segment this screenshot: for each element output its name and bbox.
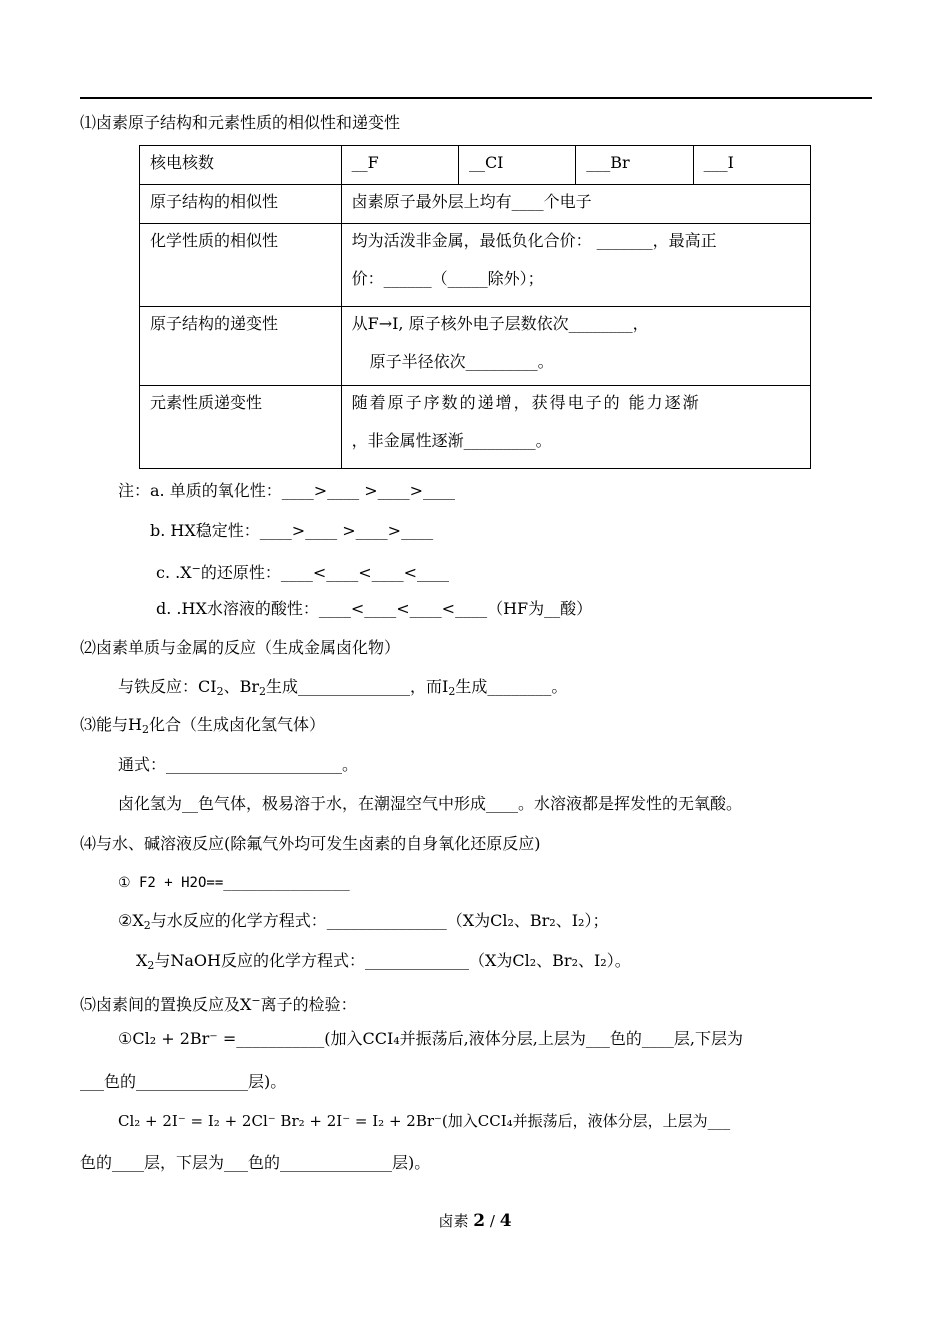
table-cell <box>341 307 810 386</box>
table-row <box>140 185 811 224</box>
section3-title: ⑶能与$H_2$化合（生成卤化氢气体） <box>80 715 325 736</box>
table-cell: ___Br <box>576 146 693 185</box>
note-a: 注：a. 单质的氧化性：____>____ >____>____ <box>118 481 456 500</box>
table-row <box>140 146 811 185</box>
section2-title: ⑵卤素单质与金属的反应（生成金属卤化物） <box>80 638 401 657</box>
cell-line: 原子半径依次_________。 <box>369 352 554 371</box>
section4-line2: $②X_2$与水反应的化学方程式：_______________（X为Cl₂、Br₂、I₂）； <box>118 911 609 932</box>
table-cell: 化学性质的相似性 <box>140 224 342 307</box>
footer-separator: / <box>489 1212 495 1230</box>
section5-line3: Cl₂ + 2I⁻ = I₂ + 2Cl⁻ Br₂ + 2I⁻ = I₂ + 2Br⁻(加入CCI₄并振荡后，液体分层，上层为___ <box>118 1112 731 1130</box>
cell-line: 均为活泼非金属，最低负化合价： _______，最高正 <box>351 231 717 250</box>
table-cell: 卤素原子最外层上均有____个电子 <box>341 185 810 224</box>
table-cell <box>341 224 810 307</box>
footer-page-total: 4 <box>499 1211 512 1231</box>
table-row <box>140 386 811 469</box>
table-row <box>140 307 811 386</box>
table-cell: ___I <box>693 146 810 185</box>
table-cell: __F <box>341 146 458 185</box>
section4-title: ⑷与水、碱溶液反应(除氟气外均可发生卤素的自身氧化还原反应) <box>80 834 541 853</box>
section4-line1: ① F2 + H2O==_______________ <box>118 875 350 891</box>
table-cell: 核电核数 <box>140 146 342 185</box>
section5-line2: ___色的______________层)。 <box>80 1072 287 1091</box>
table-cell: 原子结构的递变性 <box>140 307 342 386</box>
section3-general: 通式：______________________。 <box>118 755 359 774</box>
section3-desc: 卤化氢为__色气体，极易溶于水，在潮湿空气中形成____。水溶液都是挥发性的无氧酸。 <box>118 794 743 813</box>
header-rule <box>80 97 872 99</box>
table-cell <box>341 386 810 469</box>
table-row <box>140 224 811 307</box>
cell-line: 从F→I, 原子核外电子层数依次________， <box>351 314 649 333</box>
table-cell: 元素性质递变性 <box>140 386 342 469</box>
footer-page-number: 2 <box>473 1211 486 1231</box>
table-cell: 原子结构的相似性 <box>140 185 342 224</box>
section1-title: ⑴卤素原子结构和元素性质的相似性和递变性 <box>80 113 401 132</box>
halogen-table <box>139 145 811 469</box>
note-c: c. .X−的还原性：____<____<____<____ <box>156 562 450 582</box>
section5-line4: 色的____层，下层为___色的______________层)。 <box>80 1153 431 1172</box>
section5-line1: ①Cl₂ + 2Br⁻ =___________(加入CCI₄并振荡后,液体分层,上层为___色的____层,下层为 <box>118 1029 743 1048</box>
cell-line: 价：______（_____除外）； <box>351 269 544 288</box>
section5-title: ⑸卤素间的置换反应及X−离子的检验： <box>80 994 357 1014</box>
page-footer <box>0 1210 950 1231</box>
table-cell: __CI <box>458 146 575 185</box>
footer-label: 卤素 <box>438 1212 469 1230</box>
cell-line: 随着原子序数的递增，获得电子的 能力逐渐 <box>351 393 701 412</box>
section2-line: 与铁反应：$CI_2$、$Br_2$生成______________，而$I_2$生成________。 <box>118 677 568 698</box>
note-b: b. HX稳定性：____>____ >____>____ <box>150 521 434 540</box>
note-d: d. .HX水溶液的酸性：____<____<____<____（HF为__酸） <box>156 599 593 618</box>
section4-line3: $X_2$与NaOH反应的化学方程式：_____________（X为Cl₂、Br₂、I₂）。 <box>136 951 631 972</box>
cell-line: ，非金属性逐渐_________。 <box>351 431 552 450</box>
